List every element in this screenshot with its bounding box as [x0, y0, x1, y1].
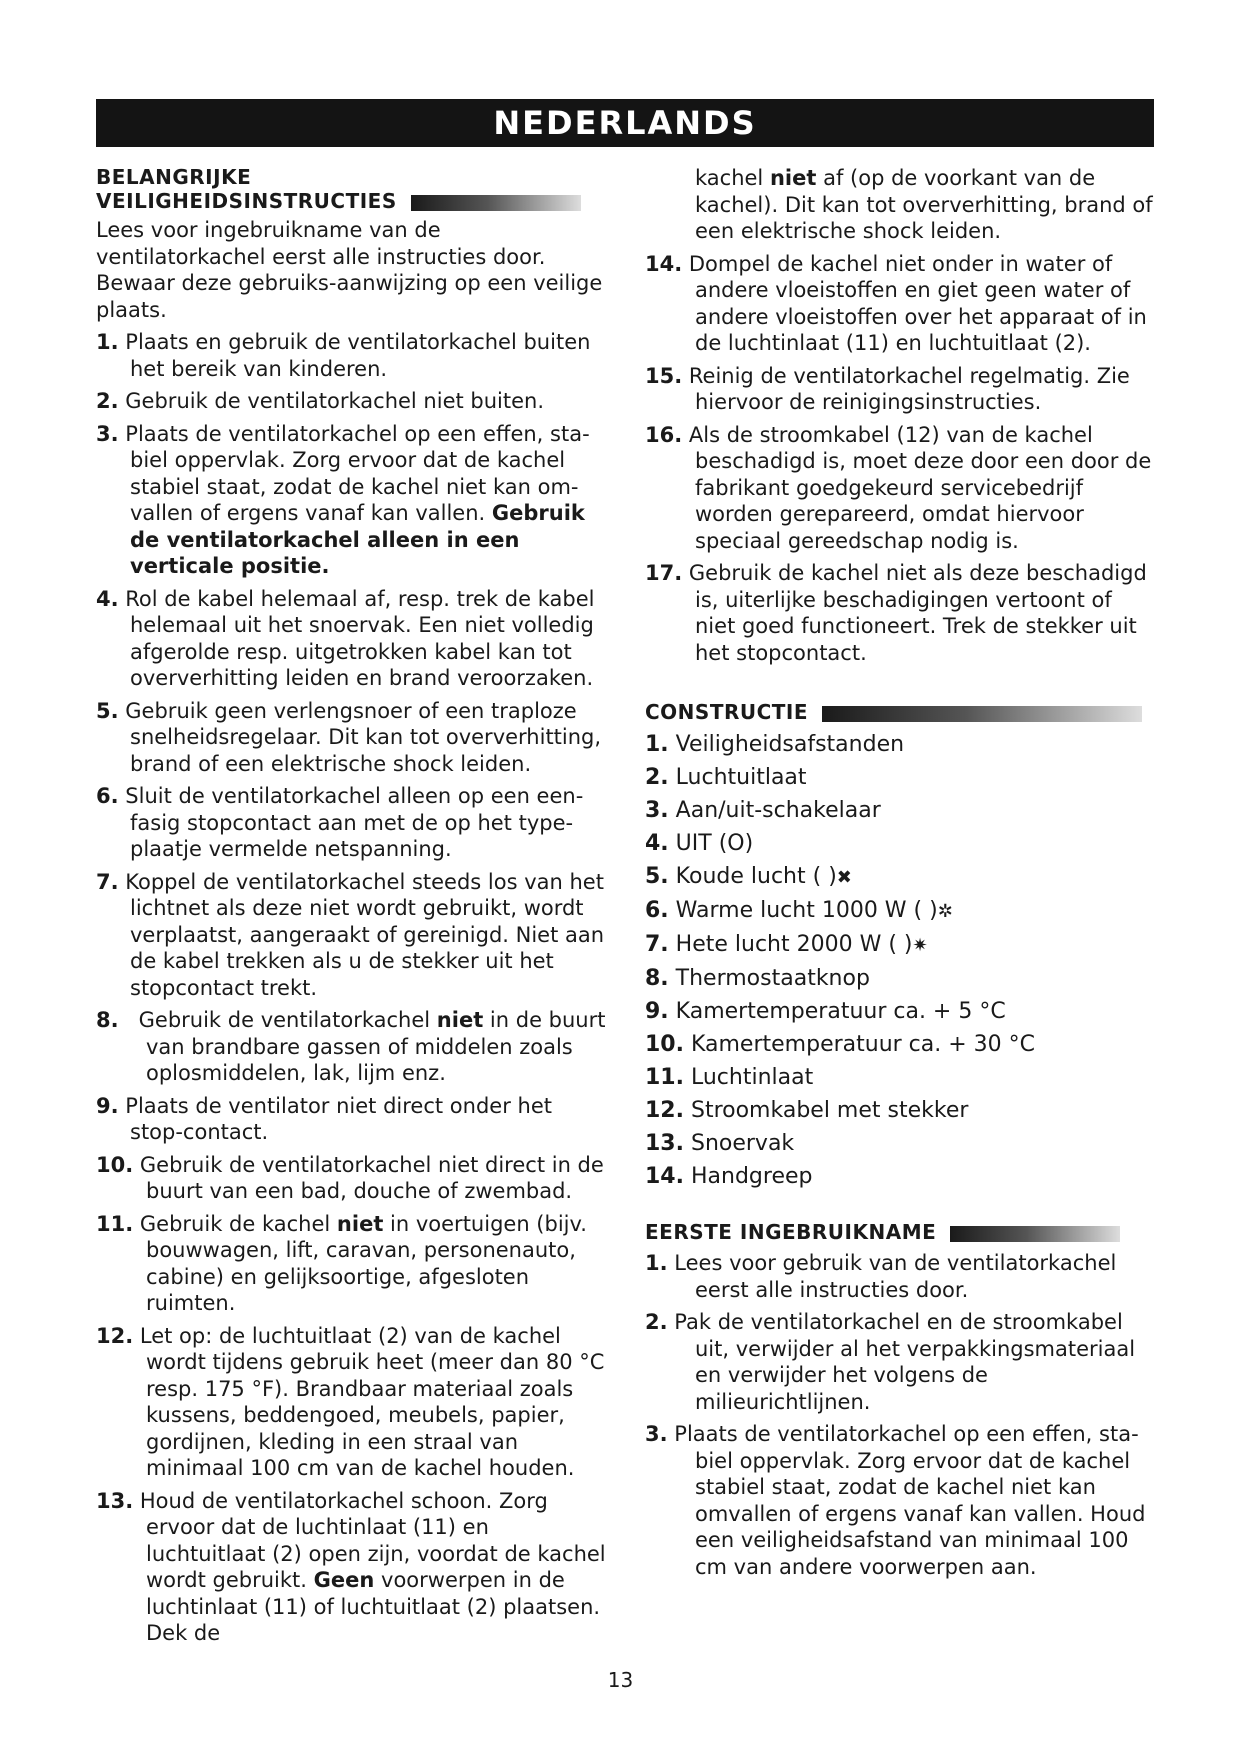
item-number: 4.	[96, 586, 119, 611]
first-use-heading	[645, 1220, 1155, 1244]
item-text: UIT (O)	[675, 831, 754, 856]
item-text: Luchtinlaat	[690, 1065, 814, 1090]
list-item	[96, 698, 606, 778]
page-number: 13	[607, 1668, 634, 1692]
item-text: Plaats de ventilator niet direct onder het stop-contact.	[125, 1093, 552, 1144]
item-bold-text: niet	[436, 1008, 484, 1032]
item-text: Gebruik geen verlengsnoer of een traploze snelheidsregelaar. Dit kan tot oververhitting, brand of een elektrische shock leiden.	[125, 698, 602, 776]
item-number: 3.	[96, 421, 119, 446]
item-number: 3.	[645, 798, 669, 823]
item-number: 7.	[645, 932, 669, 957]
list-item	[96, 1488, 606, 1647]
item-number: 15.	[645, 363, 683, 388]
item-number: 14.	[645, 251, 683, 276]
list-item	[645, 898, 1155, 925]
safety-intro: Lees voor ingebruikname van de ventilatorkachel eerst alle instructies door. Bewaar deze gebruiks-aanwijzing op een veilige plaats.	[96, 218, 603, 322]
list-item	[645, 1250, 1155, 1303]
item-text: Gebruik de ventilatorkachel	[138, 1008, 431, 1032]
safety-heading-line2: VEILIGHEIDSINSTRUCTIES	[96, 189, 397, 213]
item-text: Gebruik de ventilatorkachel niet direct in de buurt van een bad, douche of zwembad.	[139, 1152, 604, 1203]
language-banner: NEDERLANDS	[96, 99, 1154, 147]
item-text: Aan/uit-schakelaar	[675, 798, 881, 823]
item-number: 6.	[645, 898, 669, 923]
list-item	[645, 1098, 1155, 1124]
item-number: 14.	[645, 1164, 684, 1189]
list-item	[96, 586, 606, 692]
list-item	[96, 783, 606, 863]
item-text: Als de stroomkabel (12) van de kachel beschadigd is, moet deze door een door de fabrikant goedgekeurd servicebedrijf worden gerepareerd, omdat hiervoor speciaal gereedschap nodig is.	[688, 422, 1152, 553]
construction-heading	[645, 700, 1155, 724]
item-text: Kamertemperatuur ca. + 5 °C	[675, 999, 1006, 1024]
list-item	[645, 966, 1155, 992]
item-text: Plaats en gebruik de ventilatorkachel buiten het bereik van kinderen.	[125, 330, 591, 381]
safety-heading	[96, 165, 606, 213]
item-text: Gebruik de kachel niet als deze beschadigd is, uiterlijke beschadigingen vertoont of niet goed functioneert. Trek de stekker uit het stopcontact.	[688, 561, 1147, 665]
item-text: Kamertemperatuur ca. + 30 °C	[690, 1032, 1036, 1057]
item-number: 6.	[96, 784, 119, 808]
item-text: Warme lucht 1000 W ( )	[675, 898, 938, 923]
list-item	[96, 1211, 606, 1317]
list-item	[645, 732, 1155, 758]
list-item	[96, 1152, 606, 1205]
list-item	[645, 560, 1155, 666]
item-number: 1.	[645, 1251, 668, 1275]
list-item	[645, 798, 1155, 824]
list-item	[645, 1421, 1155, 1580]
item-number: 13.	[645, 1131, 684, 1156]
construction-heading-text: CONSTRUCTIE	[645, 700, 809, 724]
item-number: 4.	[645, 831, 669, 856]
hot-sun-icon: ✷	[912, 935, 928, 956]
list-item	[645, 999, 1155, 1025]
list-item	[645, 765, 1155, 791]
item-number: 9.	[96, 1093, 119, 1118]
warm-sun-icon: ✲	[937, 901, 953, 922]
item-bold-text: Gebruik de ventilatorkachel alleen in een verticale positie.	[130, 501, 585, 578]
item-number: 11.	[645, 1065, 684, 1090]
item-text: Lees voor gebruik van de ventilatorkachel eerst alle instructies door.	[674, 1251, 1117, 1302]
list-item	[96, 1323, 606, 1482]
item-text: Rol de kabel helemaal af, resp. trek de kabel helemaal uit het snoervak. Een niet volledig afgerolde resp. uitgetrokken kabel kan tot oververhitting leiden en brand veroorzaken.	[125, 586, 595, 690]
list-item	[645, 932, 1155, 959]
item-number: 17.	[645, 561, 683, 585]
list-item	[645, 1164, 1155, 1190]
item-number: 7.	[96, 869, 119, 894]
item-text: Gebruik de ventilatorkachel niet buiten.	[125, 389, 545, 413]
item-bold-text: niet	[769, 166, 817, 190]
list-item	[645, 1309, 1155, 1415]
list-item	[96, 1093, 606, 1146]
item-number: 13.	[96, 1488, 134, 1513]
item-number: 16.	[645, 422, 683, 447]
heading-bar	[950, 1226, 1120, 1242]
item-text: Thermostaatknop	[675, 966, 870, 991]
item13-continuation	[645, 165, 1155, 245]
item-text: Handgreep	[690, 1164, 813, 1189]
item-number: 5.	[96, 698, 119, 723]
item-number: 10.	[645, 1032, 684, 1057]
item-number: 12.	[96, 1323, 134, 1348]
list-item	[96, 1007, 606, 1087]
left-column	[96, 165, 606, 1653]
item-number: 9.	[645, 999, 669, 1024]
list-item	[645, 251, 1155, 357]
fan-icon: ✖	[836, 867, 852, 888]
item-number: 8.	[645, 966, 669, 991]
list-item	[96, 421, 606, 580]
item-number: 11.	[96, 1211, 134, 1236]
item-text: Veiligheidsafstanden	[675, 732, 905, 757]
item-text: Hete lucht 2000 W ( )	[675, 932, 913, 957]
heading-bar	[411, 195, 581, 211]
item-number: 1.	[96, 330, 119, 354]
item-text: Houd de ventilatorkachel schoon. Zorg ervoor dat de luchtinlaat (11) en luchtuitlaat (2) open zijn, voordat de kachel wordt gebruikt.	[139, 1488, 606, 1592]
item-text: Sluit de ventilatorkachel alleen op een een-fasig stopcontact aan met de op het type-plaatje vermelde netspanning.	[125, 784, 584, 861]
item-text: voorwerpen in de luchtinlaat (11) of luchtuitlaat (2) plaatsen. Dek de	[146, 1568, 601, 1645]
list-item	[645, 422, 1155, 555]
first-use-heading-text: EERSTE INGEBRUIKNAME	[645, 1220, 937, 1244]
item-number: 3.	[645, 1422, 668, 1446]
item-text: Stroomkabel met stekker	[690, 1098, 969, 1123]
item-number: 8.	[96, 1008, 119, 1032]
item-number: 12.	[645, 1098, 684, 1123]
list-item	[645, 864, 1155, 891]
item-text: Gebruik de kachel	[139, 1211, 331, 1236]
item-text: Dompel de kachel niet onder in water of andere vloeistoffen en giet geen water of andere vloeistoffen over het apparaat of in de luchtinlaat (11) en luchtuitlaat (2).	[688, 251, 1147, 355]
list-item	[96, 388, 606, 415]
heading-bar	[822, 706, 1142, 722]
item-number: 1.	[645, 732, 669, 757]
item-text: Pak de ventilatorkachel en de stroomkabel uit, verwijder al het verpakkingsmateriaal en verwijder het volgens de milieurichtlijnen.	[674, 1310, 1136, 1414]
item-text: Koude lucht ( )	[675, 864, 837, 889]
item-number: 10.	[96, 1152, 134, 1177]
item-text: in voertuigen (bijv. bouwwagen, lift, caravan, personenauto, cabine) en gelijksoortige, afgesloten ruimten.	[146, 1211, 587, 1315]
list-item	[96, 869, 606, 1002]
list-item	[645, 363, 1155, 416]
item-text: kachel	[695, 166, 764, 190]
item-number: 2.	[645, 765, 669, 790]
safety-heading-line1: BELANGRIJKE	[96, 165, 252, 189]
list-item	[96, 329, 606, 382]
list-item	[645, 1032, 1155, 1058]
item-number: 5.	[645, 864, 669, 889]
item-text: Snoervak	[690, 1131, 795, 1156]
item-text: Reinig de ventilatorkachel regelmatig. Zie hiervoor de reinigingsinstructies.	[688, 363, 1130, 414]
list-item	[645, 831, 1155, 857]
item-number: 2.	[96, 389, 119, 413]
item-text: in de buurt van brandbare gassen of middelen zoals oplosmiddelen, lak, lijm enz.	[146, 1008, 606, 1085]
item-text: Let op: de luchtuitlaat (2) van de kachel wordt tijdens gebruik heet (meer dan 80 °C resp. 175 °F). Brandbaar materiaal zoals kussens, beddengoed, meubels, papier, gordijnen, kleding in een straal van minimaal 100 cm van de kachel houden.	[139, 1323, 605, 1480]
list-item	[645, 1065, 1155, 1091]
item-number: 2.	[645, 1310, 668, 1334]
item-text: af (op de voorkant van de kachel). Dit kan tot oververhitting, brand of een elektrische shock leiden.	[695, 166, 1153, 243]
item-text: Luchtuitlaat	[675, 765, 807, 790]
item-bold-text: niet	[336, 1211, 384, 1236]
list-item	[645, 1131, 1155, 1157]
item-text: Plaats de ventilatorkachel op een effen, sta-biel oppervlak. Zorg ervoor dat de kachel stabiel staat, zodat de kachel niet kan om-vallen of ergens vanaf kan vallen.	[125, 421, 590, 525]
item-bold-text: Geen	[313, 1568, 375, 1592]
item-text: Koppel de ventilatorkachel steeds los van het lichtnet als deze niet wordt gebruikt, wordt verplaatst, aangeraakt of gereinigd. Niet aan de kabel trekken als u de stekker uit het stopcontact trekt.	[125, 869, 605, 1000]
right-column	[645, 165, 1155, 1586]
item-text: Plaats de ventilatorkachel op een effen, sta-biel oppervlak. Zorg ervoor dat de kachel stabiel staat, zodat de kachel niet kan omvallen of ergens vanaf kan vallen. Houd een veiligheidsafstand van minimaal 100 cm van andere voorwerpen aan.	[674, 1422, 1146, 1579]
